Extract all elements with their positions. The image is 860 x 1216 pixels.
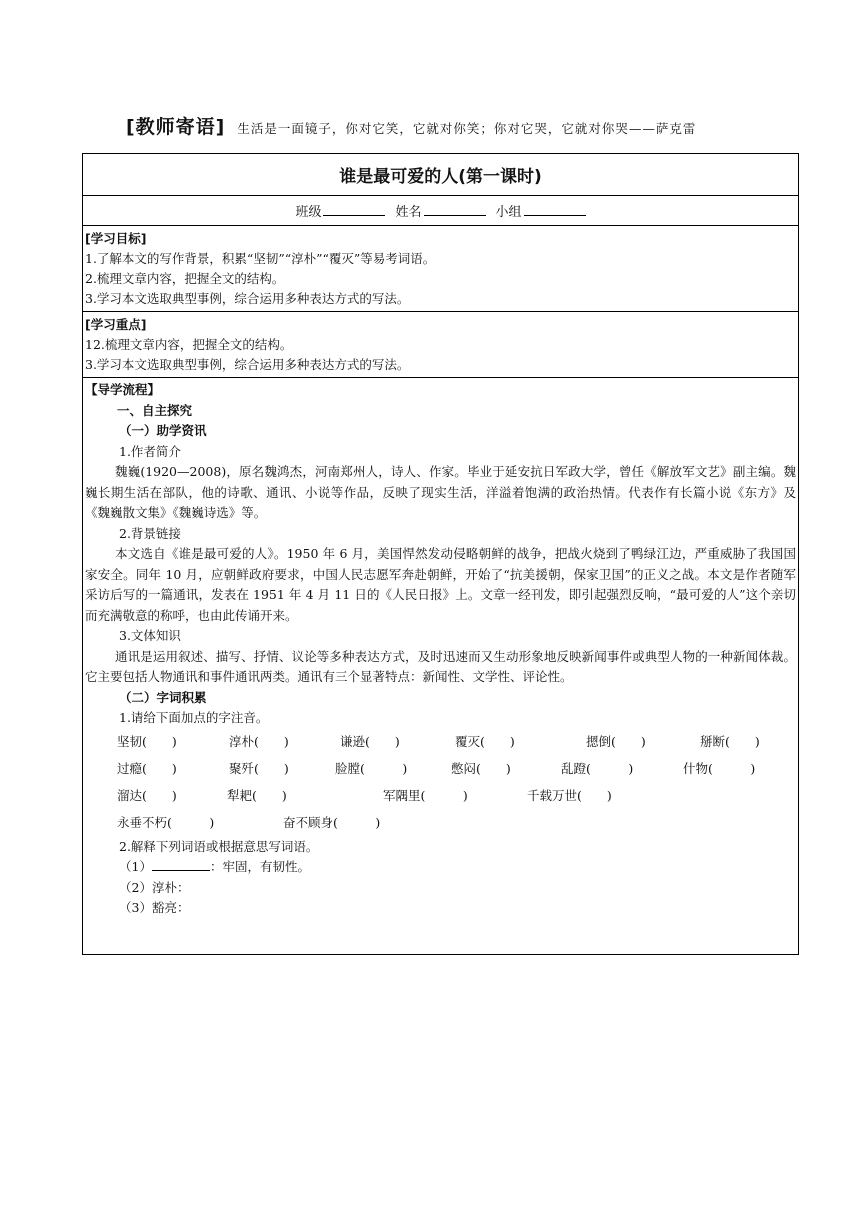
class-field[interactable] [295, 201, 385, 220]
sub2-heading: （二）字词积累 [119, 689, 207, 705]
pinyin-row-4 [85, 810, 796, 837]
key-point-item: 12.梳理文章内容，把握全文的结构。 [85, 337, 293, 352]
author-text: 魏巍(1920—2008)，原名魏鸿杰，河南郑州人，诗人、作家。毕业于延安抗日军政大学，曾任《解放军文艺》副主编。魏巍长期生活在部队，他的诗歌、通讯、小说等作品，反映了现实生活，洋溢着饱满的政治热情。代表作有长篇小说《东方》及《魏巍散文集》《魏巍诗选》等。 [85, 464, 796, 520]
definition-1 [85, 857, 796, 878]
pinyin-item[interactable]: 千载万世( ) [527, 787, 612, 803]
name-field[interactable] [395, 201, 485, 220]
learning-key-points [83, 312, 798, 378]
pinyin-item[interactable]: 脸膛( ) [335, 760, 408, 776]
teacher-message [126, 112, 826, 139]
objective-item: 3.学习本文选取典型事例，综合运用多种表达方式的写法。 [85, 291, 410, 306]
definition-2[interactable]: （2）淳朴： [119, 879, 190, 895]
genre-title: 3.文体知识 [119, 628, 181, 643]
worksheet-title: 谁是最可爱的人(第一课时) [83, 154, 798, 196]
pinyin-item[interactable]: 掰断( ) [700, 733, 760, 749]
worksheet-table [82, 153, 799, 955]
pinyin-item[interactable]: 淳朴( ) [229, 733, 289, 749]
name-label: 姓名 [395, 205, 422, 220]
pinyin-item[interactable]: 坚韧( ) [117, 733, 177, 749]
question-1: 1.请给下面加点的字注音。 [119, 710, 269, 725]
learning-objectives [83, 226, 798, 312]
teacher-message-quote: 生活是一面镜子，你对它笑，它就对你笑；你对它哭，它就对你哭——萨克雷 [237, 121, 697, 136]
pinyin-item[interactable]: 憋闷( ) [451, 760, 511, 776]
definition-1-text: ：牢固，有韧性。 [209, 859, 310, 874]
pinyin-item[interactable]: 谦逊( ) [340, 733, 400, 749]
pinyin-item[interactable]: 覆灭( ) [455, 733, 515, 749]
sub1-heading: （一）助学资讯 [119, 423, 207, 438]
pinyin-item[interactable]: 什物( ) [683, 760, 756, 776]
pinyin-row-3 [85, 783, 796, 810]
pinyin-row-1 [85, 729, 796, 756]
name-blank[interactable] [424, 203, 486, 216]
definition-1-blank[interactable] [152, 858, 210, 871]
group-field[interactable] [496, 201, 586, 220]
key-point-item: 3.学习本文选取典型事例，综合运用多种表达方式的写法。 [85, 357, 410, 372]
question-2: 2.解释下列词语或根据意思写词语。 [119, 838, 319, 854]
objective-item: 2.梳理文章内容，把握全文的结构。 [85, 271, 285, 286]
class-blank[interactable] [323, 203, 385, 216]
definition-1-number: （1） [119, 859, 152, 874]
pinyin-item[interactable]: 永垂不朽( ) [117, 814, 215, 830]
pinyin-item[interactable]: 犁耙( ) [227, 787, 287, 803]
definition-3[interactable]: （3）豁亮： [119, 900, 190, 915]
objective-item: 1.了解本文的写作背景，积累“坚韧”“淳朴”“覆灭”等易考词语。 [85, 251, 436, 266]
class-label: 班级 [295, 205, 322, 220]
teacher-message-label: [教师寄语] [126, 116, 226, 138]
background-text: 本文选自《谁是最可爱的人》。1950 年 6 月，美国悍然发动侵略朝鲜的战争，把战火烧到了鸭绿江边，严重威胁了我国国家安全。同年 10 月，应朝鲜政府要求，中国人民志愿军奔赴朝鲜，开始了“抗美援朝，保家卫国”的正义之战。本文是作者随军采访后写的一篇通讯，发表在 1951 年 4 月 11 日的《人民日报》上。文章一经刊发，即引起强烈反响，“最可爱的人”这个亲切而充满敬意的称呼，也由此传诵开来。 [85, 546, 796, 623]
pinyin-item[interactable]: 溜达( ) [117, 787, 177, 803]
group-label: 小组 [495, 205, 522, 220]
flow-heading: 【导学流程】 [85, 382, 161, 397]
genre-text: 通讯是运用叙述、描写、抒情、议论等多种表达方式，及时迅速而又生动形象地反映新闻事件或典型人物的一种新闻体裁。它主要包括人物通讯和事件通讯两类。通讯有三个显著特点：新闻性、文学性、评论性。 [85, 648, 796, 684]
guided-learning-flow [83, 378, 798, 919]
part1-heading: 一、自主探究 [117, 402, 193, 418]
background-title: 2.背景链接 [119, 525, 181, 541]
key-points-heading: [学习重点] [85, 317, 147, 332]
pinyin-row-2 [85, 756, 796, 783]
pinyin-item[interactable]: 聚歼( ) [229, 760, 289, 776]
pinyin-item[interactable]: 摁倒( ) [586, 733, 646, 749]
pinyin-item[interactable]: 乱蹬( ) [561, 760, 634, 776]
pinyin-item[interactable]: 军隅里( ) [383, 787, 468, 803]
student-info-row [83, 196, 798, 226]
pinyin-item[interactable]: 奋不顾身( ) [283, 814, 381, 830]
author-title: 1.作者简介 [119, 443, 181, 459]
group-blank[interactable] [524, 203, 586, 216]
objectives-heading: [学习目标] [85, 231, 147, 246]
pinyin-item[interactable]: 过瘾( ) [117, 760, 177, 776]
